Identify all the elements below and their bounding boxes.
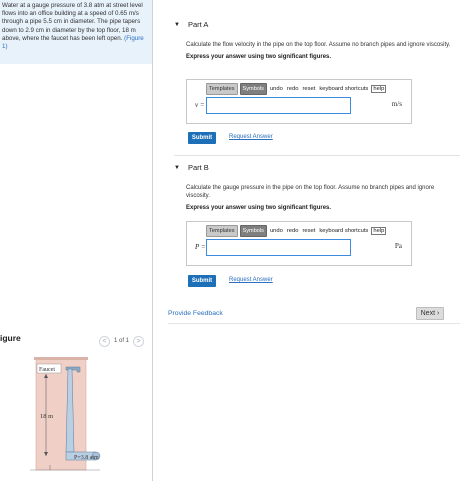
building-pipe-figure — [20, 356, 110, 476]
part-b-question: Calculate the gauge pressure in the pipe on the top floor. Assume no branch pipes and ignore viscosity. — [186, 185, 435, 199]
next-button[interactable] — [416, 307, 444, 320]
part-b-answer-input[interactable] — [206, 239, 351, 256]
building-roof — [34, 357, 88, 360]
reset-button[interactable]: reset — [302, 86, 316, 92]
caret-down-icon[interactable]: ▼ — [174, 164, 180, 171]
problem-text: Water at a gauge pressure of 3.8 atm at street level flows into an office building at a speed of 0.65 m/s through a pipe 5.5 cm in diameter. The pipe tapers down to 2.9 cm in diameter by the top floor, 18 m above, where the faucet has been left open. — [2, 2, 143, 42]
next-button-label: Next — [420, 310, 436, 317]
part-b-unit: Pa — [394, 242, 402, 250]
part-a-instruction: Express your answer using two significant figures. — [186, 54, 332, 60]
height-label: 18 m — [40, 413, 54, 420]
symbols-button[interactable]: Symbols — [240, 225, 267, 237]
part-a-unit: m/s — [391, 100, 402, 108]
redo-button[interactable]: redo — [286, 86, 299, 92]
prev-figure-button[interactable]: < — [99, 336, 110, 347]
column-divider — [152, 0, 153, 481]
part-b-toolbar — [206, 224, 386, 238]
footer-divider — [168, 323, 460, 324]
help-button[interactable]: help — [373, 228, 385, 234]
part-a-request-answer-link[interactable]: Request Answer — [229, 134, 273, 140]
provide-feedback-link[interactable]: Provide Feedback — [168, 310, 223, 317]
part-b-body — [186, 184, 454, 212]
part-a-toolbar — [206, 82, 386, 96]
keyboard-shortcuts-button[interactable]: keyboard shortcuts — [319, 228, 369, 234]
part-a-answer-box — [186, 79, 412, 124]
figure-link[interactable]: (Figure 1) — [2, 34, 144, 51]
templates-button[interactable]: Templates — [206, 83, 238, 95]
help-button[interactable]: help — [373, 86, 385, 92]
part-a-answer-input[interactable] — [206, 97, 351, 114]
part-b-submit-button[interactable]: Submit — [188, 275, 216, 287]
part-b-variable: P = — [195, 243, 206, 251]
part-b-answer-box — [186, 221, 412, 266]
figure-pager — [99, 335, 144, 347]
reset-button[interactable]: reset — [302, 228, 316, 234]
part-a-question: Calculate the flow velocity in the pipe on the top floor. Assume no branch pipes and ignore viscosity. — [186, 42, 451, 48]
part-a-header[interactable] — [174, 20, 208, 29]
part-b-header[interactable] — [174, 163, 209, 172]
undo-button[interactable]: undo — [269, 228, 283, 234]
keyboard-shortcuts-button[interactable]: keyboard shortcuts — [319, 86, 369, 92]
problem-statement — [0, 0, 152, 64]
redo-button[interactable]: redo — [286, 228, 299, 234]
pressure-label: P=3.8 atm — [74, 455, 99, 461]
part-b-title: Part B — [187, 163, 209, 172]
faucet-label: Faucet — [39, 367, 55, 373]
part-a-submit-button[interactable]: Submit — [188, 132, 216, 144]
figure-page-count: 1 of 1 — [114, 338, 130, 344]
undo-button[interactable]: undo — [269, 86, 283, 92]
caret-down-icon[interactable]: ▼ — [174, 21, 180, 28]
chevron-right-icon: › — [437, 310, 440, 317]
part-a-body — [186, 41, 454, 61]
part-b-request-answer-link[interactable]: Request Answer — [229, 277, 273, 283]
templates-button[interactable]: Templates — [206, 225, 238, 237]
figure-title: igure — [0, 333, 21, 343]
part-divider — [174, 155, 460, 156]
part-a-title: Part A — [187, 20, 209, 29]
next-figure-button[interactable]: > — [133, 336, 144, 347]
symbols-button[interactable]: Symbols — [240, 83, 267, 95]
part-b-instruction: Express your answer using two significant figures. — [186, 205, 332, 211]
part-a-variable: v = — [195, 101, 205, 109]
